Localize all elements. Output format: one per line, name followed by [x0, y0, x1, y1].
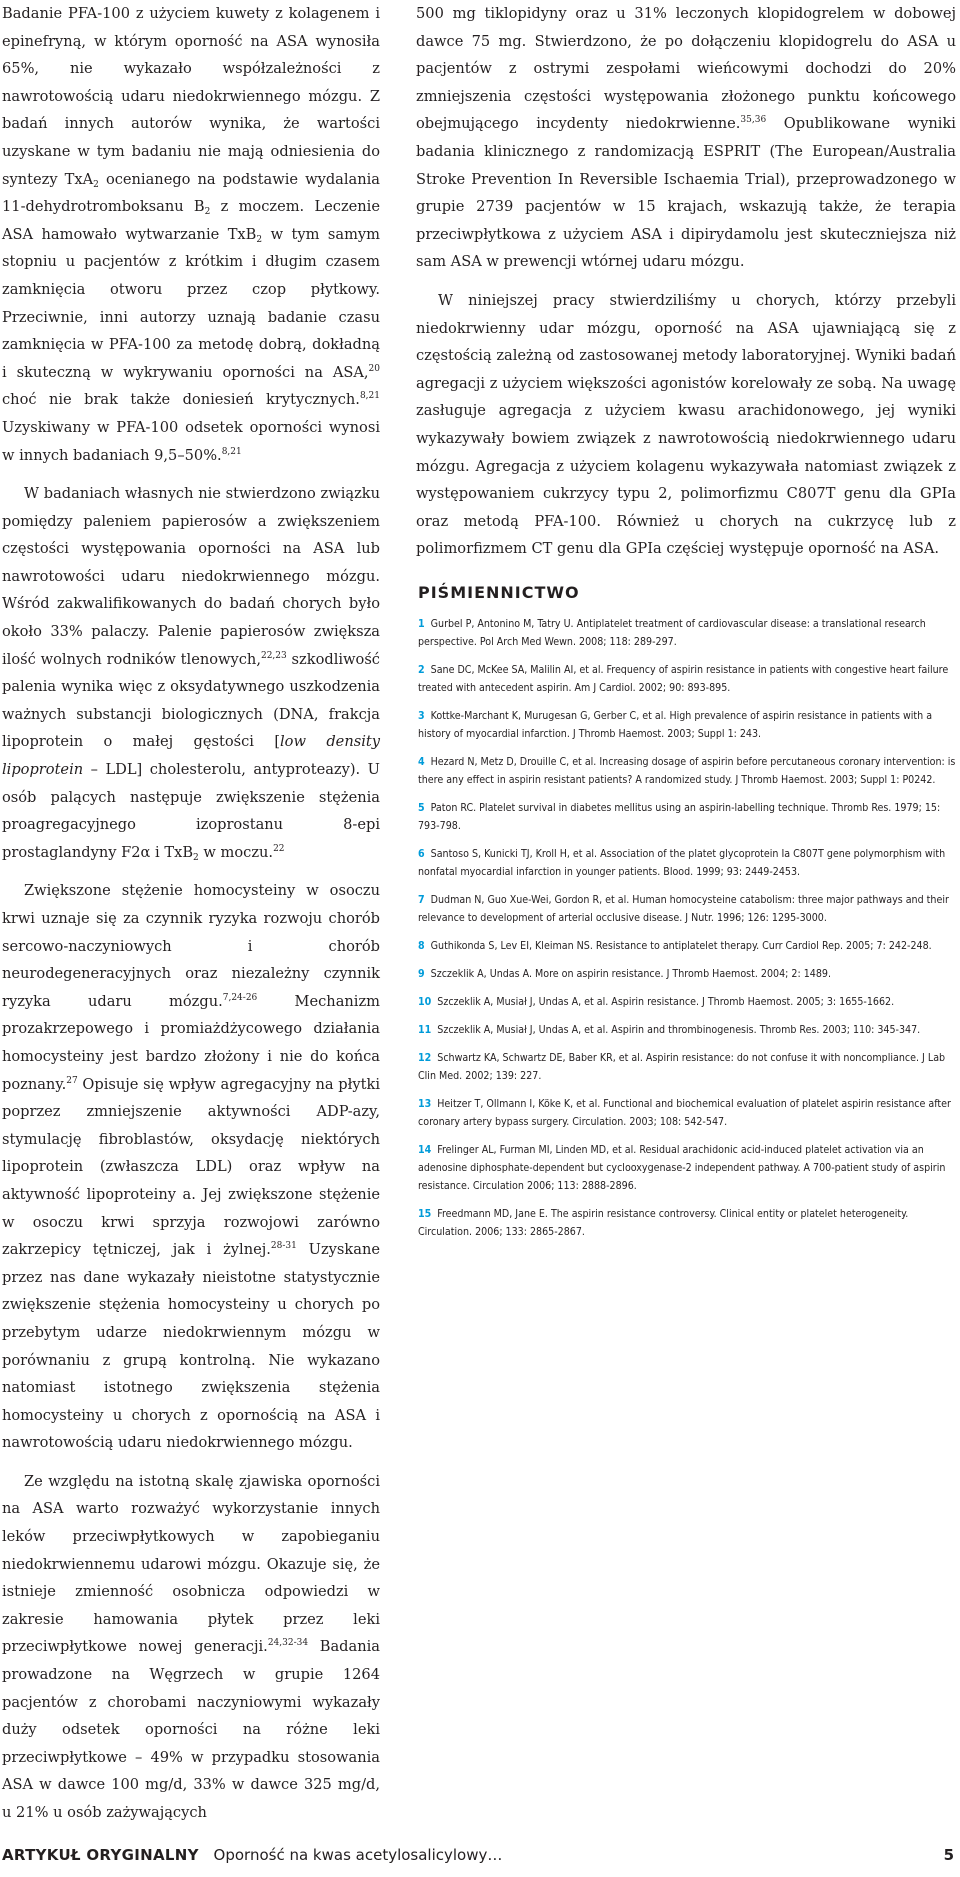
reference-number: 14 [418, 1143, 432, 1156]
reference-text: Paton RC. Platelet survival in diabetes mellitus using an aspirin-labelling technique. Thromb Res. 1979; 15: 793-798. [418, 801, 941, 832]
right-column [416, 0, 956, 1251]
reference-number: 15 [418, 1207, 432, 1220]
reference-item [418, 1205, 956, 1241]
page-number: 5 [943, 1846, 954, 1864]
reference-item [418, 845, 956, 881]
reference-item [418, 753, 956, 789]
reference-number: 1 [418, 617, 425, 630]
reference-item [418, 615, 956, 651]
running-title: Oporność na kwas acetylosalicylowy… [213, 1846, 503, 1864]
reference-number: 11 [418, 1023, 432, 1036]
reference-item [418, 965, 956, 983]
citation: 28-31 [270, 1241, 297, 1252]
references-list [416, 615, 956, 1241]
reference-text: Santoso S, Kunicki TJ, Kroll H, et al. Association of the platet glycoprotein Ia C807T gene polymorphism with nonfatal myocardial infarction in younger patients. Blood. 1999; 93: 2449-2453. [418, 847, 946, 878]
reference-number: 10 [418, 995, 432, 1008]
reference-item [418, 1049, 956, 1085]
citation: 27 [66, 1075, 78, 1086]
references-heading: PIŚMIENNICTWO [418, 582, 580, 602]
reference-number: 8 [418, 939, 425, 952]
citation: 22 [273, 843, 285, 854]
reference-text: Freedmann MD, Jane E. The aspirin resistance controversy. Clinical entity or platelet heterogeneity. Circulation. 2006; 133: 2865-2867. [418, 1207, 909, 1238]
reference-number: 3 [418, 709, 425, 722]
citation: 24,32-34 [267, 1638, 309, 1649]
reference-number: 6 [418, 847, 425, 860]
reference-text: Szczeklik A, Musiał J, Undas A, et al. Aspirin resistance. J Thromb Haemost. 2005; 3: 1655-1662. [437, 995, 895, 1008]
reference-text: Schwartz KA, Schwartz DE, Baber KR, et al. Aspirin resistance: do not confuse it with noncompliance. J Lab Clin Med. 2002; 139: 227. [418, 1051, 946, 1082]
reference-item [418, 661, 956, 697]
section-label: ARTYKUŁ ORYGINALNY [2, 1846, 199, 1864]
reference-text: Sane DC, McKee SA, Malilin AI, et al. Frequency of aspirin resistance in patients with congestive heart failure treated with antecedent aspirin. Am J Cardiol. 2002; 90: 893-895. [418, 663, 949, 694]
reference-number: 13 [418, 1097, 432, 1110]
paragraph: Badanie PFA-100 z użyciem kuwety z kolagenem i epinefryną, w którym oporność na ASA wynosiła 65%, nie wykazało współzależności z nawrotowością udaru niedokrwiennego mózgu. Z badań innych autorów wynika, że wartości uzyskane w tym badaniu nie mają odniesienia do syntezy TxA$_2$ ocenianego na podstawie wydalania 11-dehydrotromboksanu $B_2$ z moczem. Leczenie ASA hamowało wytwarzanie TxB$_2$ w tym samym stopniu u pacjentów z krótkim i długim czasem zamknięcia otworu przez czop płytkowy. Przeciwnie, inni autorzy uznają badanie czasu zamknięcia w PFA-100 za metodę dobrą, dokładną i skuteczną w wykrywaniu oporności na ASA,$^{20}$ choć nie brak także doniesień krytycznych.$^{8,21}$ Uzyskiwany w PFA-100 odsetek oporności wynosi w innych badaniach 9,5–50%.$^{8,21}$ [2, 5, 380, 464]
reference-text: Szczeklik A, Undas A. More on aspirin resistance. J Thromb Haemost. 2004; 2: 1489. [430, 967, 831, 980]
reference-text: Kottke-Marchant K, Murugesan G, Gerber C, et al. High prevalence of aspirin resistance in patients with a history of myocardial infarction. J Thromb Haemost. 2003; Suppl 1: 243. [418, 709, 933, 740]
reference-item [418, 993, 956, 1011]
reference-text: Hezard N, Metz D, Drouille C, et al. Increasing dosage of aspirin before percutaneous coronary intervention: is there any effect in aspirin resistant patients? A randomized study. J Thromb Haemost. 2003; Suppl 1: P0242. [418, 755, 956, 786]
reference-item [418, 891, 956, 927]
reference-number: 2 [418, 663, 425, 676]
reference-number: 7 [418, 893, 425, 906]
paragraph: Ze względu na istotną skalę zjawiska oporności na ASA warto rozważyć wykorzystanie innych leków przeciwpłytkowych w zapobieganiu niedokrwiennemu udarowi mózgu. Okazuje się, że istnieje zmienność osobnicza odpowiedzi w zakresie hamowania płytek przez leki przeciwpłytkowe nowej generacji.$^{24,32-34}$ Badania prowadzone na Węgrzech w grupie 1264 pacjentów z chorobami naczyniowymi wykazały duży odsetek oporności na różne leki przeciwpłytkowe – 49% w przypadku stosowania ASA w dawce 100 mg/d, 33% w dawce 325 mg/d, u 21% u osób zażywających [2, 1472, 380, 1821]
reference-item [418, 799, 956, 835]
paragraph: 500 mg tiklopidyny oraz u 31% leczonych klopidogrelem w dobowej dawce 75 mg. Stwierdzono, że po dołączeniu klopidogrelu do ASA u pacjentów z ostrymi zespołami wieńcowymi dochodzi do 20% zmniejszenia częstości występowania złożonego punktu końcowego obejmującego incydenty niedokrwienne.$^{35,36}$ Opublikowane wyniki badania klinicznego z randomizacją ESPRIT (The European/Australia Stroke Prevention In Reversible Ischaemia Trial), przeprowadzonego w grupie 2739 pacjentów w 15 krajach, wskazują także, że terapia przeciwpłytkowa z użyciem ASA i dipirydamolu jest skuteczniejsza niż sam ASA w prewencji wtórnej udaru mózgu. [416, 5, 956, 271]
paragraph: W badaniach własnych nie stwierdzono związku pomiędzy paleniem papierosów a zwiększeniem częstości występowania oporności na ASA lub nawrotowości udaru niedokrwiennego mózgu. Wśród zakwalifikowanych do badań chorych było około 33% palaczy. Palenie papierosów zwiększa ilość wolnych rodników tlenowych,$^{22,23}$ szkodliwość palenia wynika więc z oksydatywnego uszkodzenia ważnych substancji biologicznych (DNA, frakcja lipoprotein o małej gęstości [low density lipoprotein – LDL] cholesterolu, antyproteazy). U osób palących następuje zwiększenie stężenia proagregacyjnego izoprostanu 8-epi prostaglandyny F2α i TxB$_2$ w moczu.$^{22}$ [2, 485, 380, 863]
reference-item [418, 707, 956, 743]
reference-text: Heitzer T, Ollmann I, Köke K, et al. Functional and biochemical evaluation of platelet aspirin resistance after coronary artery bypass surgery. Circulation. 2003; 108: 542-547. [418, 1097, 951, 1128]
reference-item [418, 1095, 956, 1131]
reference-item [418, 1141, 956, 1195]
reference-text: Frelinger AL, Furman MI, Linden MD, et al. Residual arachidonic acid-induced platelet activation via an adenosine diphosphate-dependent but cyclooxygenase-2 independent pathway. A 700-patient study of aspirin resistance. Circulation 2006; 113: 2888-2896. [418, 1143, 946, 1192]
citation: 20 [368, 363, 380, 374]
page-footer [2, 1846, 954, 1872]
citation: 22,23 [260, 650, 287, 661]
reference-text: Dudman N, Guo Xue-Wei, Gordon R, et al. Human homocysteine catabolism: three major pathways and their relevance to development of arterial occlusive disease. J Nutr. 1996; 126: 1295-3000. [418, 893, 949, 924]
paragraph: Zwiększone stężenie homocysteiny w osoczu krwi uznaje się za czynnik ryzyka rozwoju chorób sercowo-naczyniowych i chorób neurodegeneracyjnych oraz niezależny czynnik ryzyka udaru mózgu.$^{7,24-26}$ Mechanizm prozakrzepowego i promiażdżycowego działania homocysteiny jest bardzo złożony i nie do końca poznany.$^{27}$ Opisuje się wpływ agregacyjny na płytki poprzez zmniejszenie aktywności ADP-azy, stymulację fibroblastów, oksydację niektórych lipoprotein (zwłaszcza LDL) oraz wpływ na aktywność lipoproteiny a. Jej zwiększone stężenie w osoczu krwi sprzyja rozwojowi zarówno zakrzepicy tętniczej, jak i żylnej.$^{28-31}$ Uzyskane przez nas dane wykazały nieistotne statystycznie zwiększenie stężenia homocysteiny u chorych po przebytym udarze niedokrwiennym mózgu w porównaniu z grupą kontrolną. Nie wykazano natomiast istotnego zwiększenia stężenia homocysteiny u chorych z opornością na ASA i nawrotowością udaru niedokrwiennego mózgu. [2, 882, 380, 1452]
reference-number: 12 [418, 1051, 432, 1064]
reference-text: Gurbel P, Antonino M, Tatry U. Antiplatelet treatment of cardiovascular disease: a translational research perspective. Pol Arch Med Wewn. 2008; 118: 289-297. [418, 617, 926, 648]
reference-text: Guthikonda S, Lev EI, Kleiman NS. Resistance to antiplatelet therapy. Curr Cardiol Rep. 2005; 7: 242-248. [430, 939, 932, 952]
reference-text: Szczeklik A, Musiał J, Undas A, et al. Aspirin and thrombinogenesis. Thromb Res. 2003; 110: 345-347. [437, 1023, 921, 1036]
reference-number: 9 [418, 967, 425, 980]
left-column [2, 0, 380, 1838]
reference-number: 5 [418, 801, 425, 814]
reference-item [418, 937, 956, 955]
paragraph: W niniejszej pracy stwierdziliśmy u chorych, którzy przebyli niedokrwienny udar mózgu, oporność na ASA ujawniającą się z częstością zależną od zastosowanej metody laboratoryjnej. Wyniki badań agregacji z użyciem większości agonistów korelowały ze sobą. Na uwagę zasługuje agregacja z użyciem kwasu arachidonowego, jej wyniki wykazywały bowiem związek z nawrotowością niedokrwiennego udaru mózgu. Agregacja z użyciem kolagenu wykazywała natomiast związek z występowaniem cukrzycy typu 2, polimorfizmu C807T genu dla GPIa oraz metodą PFA-100. Również u chorych na cukrzycę lub z polimorfizmem CT genu dla GPIa częściej występuje oporność na ASA. [416, 291, 956, 558]
citation: 8,21 [221, 446, 242, 457]
citation: 35,36 [740, 115, 767, 126]
citation: 8,21 [359, 391, 380, 402]
reference-number: 4 [418, 755, 425, 768]
reference-item [418, 1021, 956, 1039]
citation: 7,24-26 [222, 992, 258, 1003]
